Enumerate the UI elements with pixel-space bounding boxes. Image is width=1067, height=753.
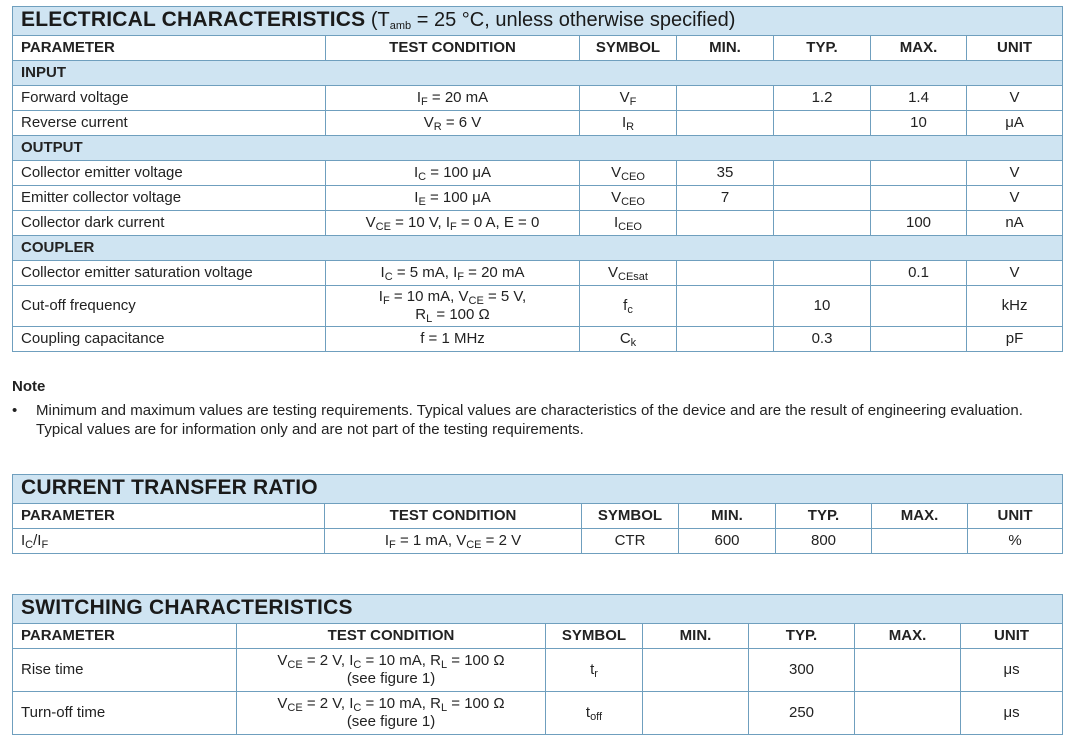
group-row — [13, 61, 1063, 86]
note-text: Minimum and maximum values are testing requirements. Typical values are characteristics of the device and are the result of engineering evaluation. Typical values are for information only and are not part of the testing requirements. — [36, 402, 1023, 438]
table-title: SWITCHING CHARACTERISTICS — [13, 595, 1063, 624]
header-cell: SYMBOL — [580, 36, 677, 61]
header-cell: MAX. — [855, 624, 961, 649]
bullet-icon: • — [12, 402, 18, 419]
unit-cell: V — [967, 186, 1063, 211]
unit-cell: μs — [961, 649, 1063, 692]
max-cell — [855, 649, 961, 692]
min-cell — [677, 261, 774, 286]
symbol-cell: $V_F$ — [580, 86, 677, 111]
note-title: Note — [12, 378, 46, 395]
parameter-cell: Rise time — [13, 649, 237, 692]
table-title-row — [13, 475, 1063, 504]
condition-cell: $I_C = 100$ μA — [326, 161, 580, 186]
typ-cell: 250 — [749, 692, 855, 735]
table-row — [13, 327, 1063, 352]
symbol-cell: $V_{CEsat}$ — [580, 261, 677, 286]
header-cell: TYP. — [774, 36, 871, 61]
symbol-cell: $f_c$ — [580, 286, 677, 327]
table-title: ELECTRICAL CHARACTERISTICS ($T_{amb} = 25$ °C, unless otherwise specified) — [13, 7, 1063, 36]
symbol-cell: $V_{CEO}$ — [580, 186, 677, 211]
table-title-row — [13, 595, 1063, 624]
typ-cell — [774, 261, 871, 286]
max-cell — [855, 692, 961, 735]
table-row — [13, 86, 1063, 111]
condition-cell: $V_{CE} = 2$ V, $I_C = 10$ mA, $R_L = 100$ Ω (see figure 1) — [237, 649, 546, 692]
parameter-cell: Collector dark current — [13, 211, 326, 236]
condition-cell: $I_C = 5$ mA, $I_F = 20$ mA — [326, 261, 580, 286]
typ-cell — [774, 186, 871, 211]
max-cell — [871, 161, 967, 186]
min-cell — [677, 211, 774, 236]
table-title: CURRENT TRANSFER RATIO — [13, 475, 1063, 504]
min-cell: 35 — [677, 161, 774, 186]
typ-cell — [774, 161, 871, 186]
parameter-cell: Turn-off time — [13, 692, 237, 735]
header-cell: TYP. — [749, 624, 855, 649]
group-label-coupler: COUPLER — [13, 236, 1063, 261]
header-cell: UNIT — [968, 504, 1063, 529]
condition-cell: f = 1 MHz — [326, 327, 580, 352]
header-cell: MIN. — [677, 36, 774, 61]
typ-cell — [774, 211, 871, 236]
parameter-cell: Reverse current — [13, 111, 326, 136]
table-row — [13, 186, 1063, 211]
condition-cell: $I_F = 10$ mA, $V_{CE} = 5$ V, $R_L = 100$ Ω — [326, 286, 580, 327]
unit-cell: % — [968, 529, 1063, 554]
condition-cell: $V_R = 6$ V — [326, 111, 580, 136]
symbol-cell: $V_{CEO}$ — [580, 161, 677, 186]
table-row — [13, 211, 1063, 236]
condition-cell: $I_F = 20$ mA — [326, 86, 580, 111]
condition-cell: $V_{CE} = 10$ V, $I_F = 0$ A, E = 0 — [326, 211, 580, 236]
note-item — [12, 401, 1064, 439]
group-label-input: INPUT — [13, 61, 1063, 86]
condition-cell: $I_E = 100$ μA — [326, 186, 580, 211]
header-cell: TEST CONDITION — [326, 36, 580, 61]
max-cell — [871, 186, 967, 211]
switching-characteristics-table — [12, 594, 1063, 735]
table-row — [13, 261, 1063, 286]
parameter-cell: Collector emitter saturation voltage — [13, 261, 326, 286]
unit-cell: μs — [961, 692, 1063, 735]
header-cell: TEST CONDITION — [325, 504, 582, 529]
min-cell — [677, 286, 774, 327]
max-cell: 100 — [871, 211, 967, 236]
unit-cell: pF — [967, 327, 1063, 352]
unit-cell: V — [967, 86, 1063, 111]
symbol-cell: $I_{CEO}$ — [580, 211, 677, 236]
min-cell — [677, 86, 774, 111]
header-row — [13, 504, 1063, 529]
min-cell — [677, 111, 774, 136]
max-cell — [872, 529, 968, 554]
symbol-cell: $t_{off}$ — [546, 692, 643, 735]
max-cell — [871, 327, 967, 352]
table-row — [13, 529, 1063, 554]
typ-cell: 0.3 — [774, 327, 871, 352]
condition-cell: $V_{CE} = 2$ V, $I_C = 10$ mA, $R_L = 100$ Ω (see figure 1) — [237, 692, 546, 735]
parameter-cell: Emitter collector voltage — [13, 186, 326, 211]
symbol-cell: $C_k$ — [580, 327, 677, 352]
header-cell: UNIT — [967, 36, 1063, 61]
note-section — [12, 378, 1064, 439]
header-cell: PARAMETER — [13, 36, 326, 61]
header-row — [13, 36, 1063, 61]
unit-cell: μA — [967, 111, 1063, 136]
current-transfer-ratio-table — [12, 474, 1063, 554]
header-cell: SYMBOL — [546, 624, 643, 649]
header-cell: TYP. — [776, 504, 872, 529]
header-cell: MIN. — [679, 504, 776, 529]
unit-cell: kHz — [967, 286, 1063, 327]
table-row — [13, 286, 1063, 327]
max-cell: 10 — [871, 111, 967, 136]
header-cell: TEST CONDITION — [237, 624, 546, 649]
electrical-characteristics-table — [12, 6, 1063, 352]
min-cell — [677, 327, 774, 352]
header-cell: SYMBOL — [582, 504, 679, 529]
typ-cell: 10 — [774, 286, 871, 327]
group-label-output: OUTPUT — [13, 136, 1063, 161]
unit-cell: nA — [967, 211, 1063, 236]
unit-cell: V — [967, 161, 1063, 186]
parameter-cell: Collector emitter voltage — [13, 161, 326, 186]
header-cell: PARAMETER — [13, 504, 325, 529]
table-row — [13, 161, 1063, 186]
parameter-cell: $I_C/I_F$ — [13, 529, 325, 554]
symbol-cell: $I_R$ — [580, 111, 677, 136]
max-cell: 1.4 — [871, 86, 967, 111]
parameter-cell: Forward voltage — [13, 86, 326, 111]
table-row — [13, 111, 1063, 136]
parameter-cell: Coupling capacitance — [13, 327, 326, 352]
header-row — [13, 624, 1063, 649]
unit-cell: V — [967, 261, 1063, 286]
min-cell — [643, 692, 749, 735]
group-row — [13, 136, 1063, 161]
group-row — [13, 236, 1063, 261]
symbol-cell: CTR — [582, 529, 679, 554]
table-row — [13, 649, 1063, 692]
header-cell: MAX. — [872, 504, 968, 529]
max-cell: 0.1 — [871, 261, 967, 286]
header-cell: UNIT — [961, 624, 1063, 649]
typ-cell: 1.2 — [774, 86, 871, 111]
table-title-row — [13, 7, 1063, 36]
header-cell: MIN. — [643, 624, 749, 649]
header-cell: PARAMETER — [13, 624, 237, 649]
min-cell: 7 — [677, 186, 774, 211]
typ-cell: 300 — [749, 649, 855, 692]
table-row — [13, 692, 1063, 735]
symbol-cell: $t_r$ — [546, 649, 643, 692]
min-cell: 600 — [679, 529, 776, 554]
condition-cell: $I_F = 1$ mA, $V_{CE} = 2$ V — [325, 529, 582, 554]
header-cell: MAX. — [871, 36, 967, 61]
typ-cell — [774, 111, 871, 136]
parameter-cell: Cut-off frequency — [13, 286, 326, 327]
min-cell — [643, 649, 749, 692]
max-cell — [871, 286, 967, 327]
typ-cell: 800 — [776, 529, 872, 554]
